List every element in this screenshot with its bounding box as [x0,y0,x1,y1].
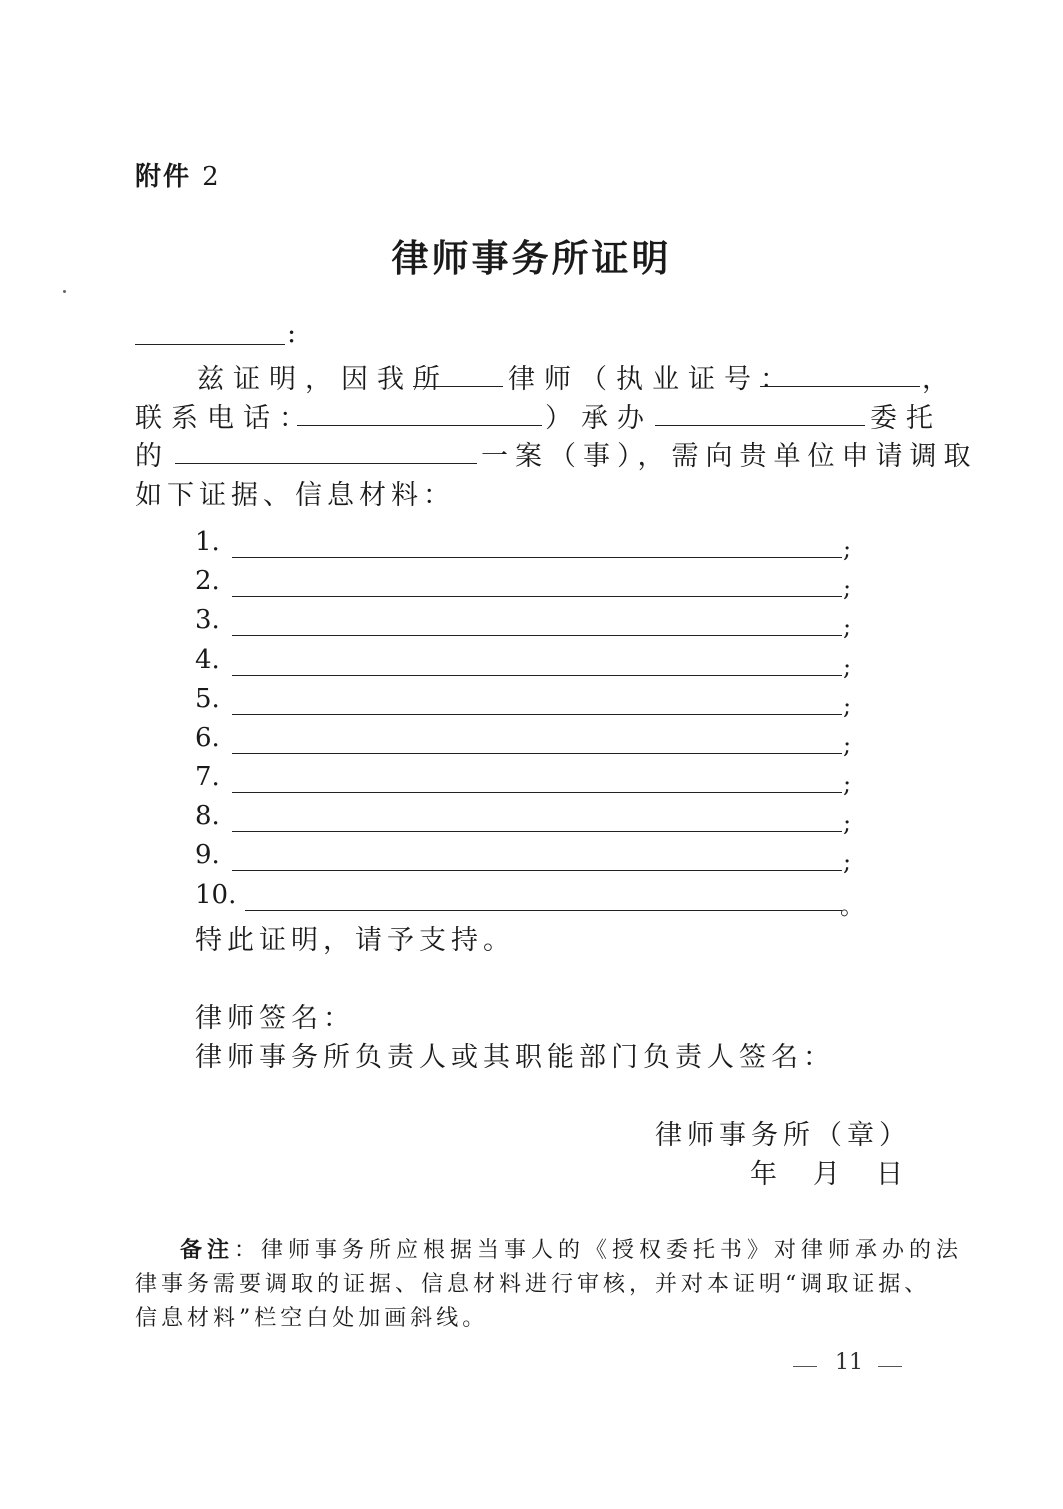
addressee-colon: : [287,318,306,349]
item-7-number: 7. [195,762,220,792]
license-number-blank[interactable] [760,384,920,387]
item-5-end: ; [843,692,852,720]
item-2-number: 2. [195,566,220,596]
attachment-number: 2 [202,162,221,192]
date-year: 年 [750,1159,786,1190]
paragraph-line3-a: 的 [135,441,171,472]
item-7-blank[interactable] [232,790,842,793]
item-9-number: 9. [195,840,220,870]
item-4-number: 4. [195,645,220,675]
lawyer-signature-label: 律师签名： [195,1003,355,1034]
scan-speck [63,290,66,293]
lawyer-name-blank[interactable] [413,384,503,387]
item-4-end: ; [843,653,852,681]
remark-line2: 律事务需要调取的证据、信息材料进行审核，并对本证明“调取证据、 [135,1272,931,1297]
page-number-dash-right [878,1365,902,1367]
firm-seal-label: 律师事务所（章） [655,1120,911,1151]
item-8-end: ; [843,809,852,837]
item-3-number: 3. [195,605,220,635]
item-5-blank[interactable] [232,712,842,715]
item-1-number: 1. [195,527,220,557]
addressee-blank[interactable] [135,342,285,345]
item-1-blank[interactable] [232,555,842,558]
item-10-blank[interactable] [245,908,842,911]
paragraph-line4: 如下证据、信息材料： [135,480,455,511]
paragraph-line2-c: 委托 [870,403,942,434]
item-6-end: ; [843,731,852,759]
item-6-number: 6. [195,723,220,753]
page-title: 律师事务所证明 [391,237,672,280]
item-3-blank[interactable] [232,633,842,636]
item-6-blank[interactable] [232,751,842,754]
client-blank[interactable] [655,423,865,426]
item-2-end: ; [843,574,852,602]
paragraph-line2-b: ）承办 [545,403,653,434]
remark-label: 备注 [180,1238,235,1263]
attachment-label [135,156,221,193]
date-day: 日 [876,1159,912,1190]
item-9-end: ; [843,848,852,876]
paragraph-line1-b: 律师（执业证号： [508,364,796,395]
item-2-blank[interactable] [232,594,842,597]
item-10-number: 10. [195,880,237,910]
remark-line1 [180,1233,963,1264]
item-8-number: 8. [195,801,220,831]
item-1-end: ; [843,535,852,563]
attachment-label-text: 附件 [135,162,192,192]
item-4-blank[interactable] [232,673,842,676]
remark-line1-text: ：律师事务所应根据当事人的《授权委托书》对律师承办的法 [234,1238,964,1263]
paragraph-line2-a: 联系电话： [135,403,315,434]
item-3-end: ; [843,613,852,641]
paragraph-line1-a: 兹证明，因我所 [197,364,449,395]
item-10-end: 。 [840,892,864,920]
remark-line3: 信息材料”栏空白处加画斜线。 [135,1306,489,1331]
paragraph-line1-end: ， [922,364,958,395]
page-number-dash-left [793,1365,817,1367]
case-blank[interactable] [175,461,477,464]
page-number: 11 [835,1350,863,1375]
phone-blank[interactable] [297,423,542,426]
paragraph-line3-b: 一案（事），需向贵单位申请调取 [481,441,978,472]
item-7-end: ; [843,770,852,798]
item-5-number: 5. [195,684,220,714]
item-8-blank[interactable] [232,829,842,832]
item-9-blank[interactable] [232,868,842,871]
date-month: 月 [813,1159,849,1190]
closing-text: 特此证明，请予支持。 [195,925,515,956]
head-signature-label: 律师事务所负责人或其职能部门负责人签名： [195,1042,835,1073]
